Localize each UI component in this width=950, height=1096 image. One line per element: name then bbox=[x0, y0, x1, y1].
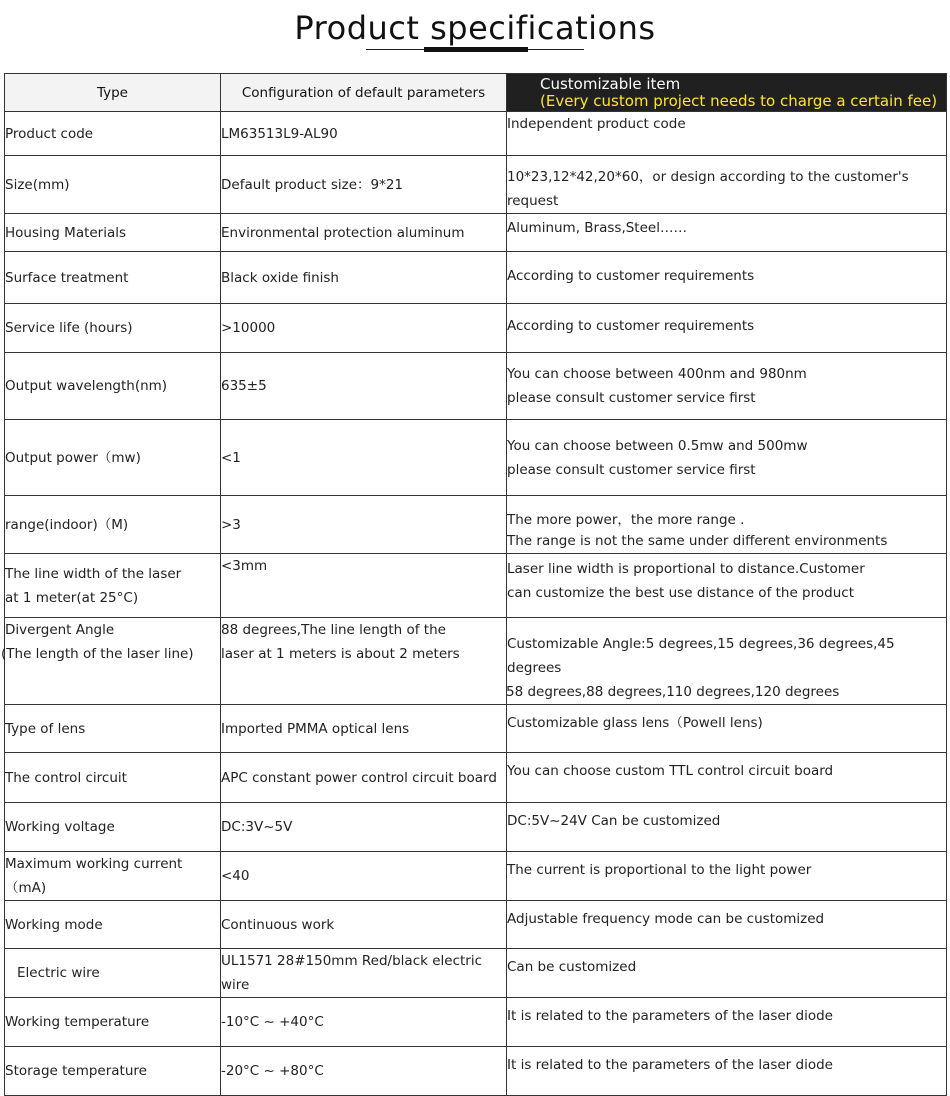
table-header-row bbox=[5, 74, 947, 112]
row-custom-line: Customizable Angle:5 degrees,15 degrees,36 degrees,45 degrees bbox=[507, 636, 895, 676]
row-default-line: laser at 1 meters is about 2 meters bbox=[221, 646, 460, 662]
row-custom: You can choose custom TTL control circuit board bbox=[507, 753, 947, 803]
page-title: Product specifications bbox=[294, 9, 656, 47]
row-default: 635±5 bbox=[221, 353, 507, 420]
row-custom-line: Laser line width is proportional to distance.Customer bbox=[507, 561, 865, 577]
row-custom bbox=[507, 496, 947, 554]
row-default: Continuous work bbox=[221, 901, 507, 949]
row-default: <40 bbox=[221, 852, 507, 901]
row-type: Working voltage bbox=[5, 803, 221, 852]
table-row bbox=[5, 705, 947, 753]
row-default: UL1571 28#150mm Red/black electric wire bbox=[221, 949, 507, 998]
row-type-line: (The length of the laser line) bbox=[1, 646, 194, 662]
row-default: DC:3V~5V bbox=[221, 803, 507, 852]
table-row bbox=[5, 753, 947, 803]
row-type: Output power（mw) bbox=[5, 420, 221, 496]
row-type-line: at 1 meter(at 25°C) bbox=[5, 589, 139, 606]
row-type: Working mode bbox=[5, 901, 221, 949]
row-type: range(indoor)（M) bbox=[5, 496, 221, 554]
table-row bbox=[5, 803, 947, 852]
row-default bbox=[221, 618, 507, 705]
row-custom: The current is proportional to the light power bbox=[507, 852, 947, 901]
row-default: >3 bbox=[221, 496, 507, 554]
row-custom: Customizable glass lens（Powell lens) bbox=[507, 705, 947, 753]
row-custom: According to customer requirements bbox=[507, 304, 947, 353]
title-block bbox=[0, 0, 950, 72]
row-custom bbox=[507, 353, 947, 420]
table-row bbox=[5, 554, 947, 618]
table-row bbox=[5, 496, 947, 554]
row-default-line: 88 degrees,The line length of the bbox=[221, 622, 446, 638]
row-custom-line: please consult customer service first bbox=[507, 462, 756, 478]
row-custom bbox=[507, 554, 947, 618]
table-row bbox=[5, 852, 947, 901]
row-default: <3mm bbox=[221, 554, 507, 618]
row-type bbox=[1, 618, 221, 705]
table-row bbox=[5, 618, 947, 705]
row-type: Size(mm) bbox=[5, 156, 221, 214]
row-type-line: Divergent Angle bbox=[5, 622, 115, 638]
row-custom: Independent product code bbox=[507, 112, 947, 156]
row-default: Environmental protection aluminum bbox=[221, 214, 507, 252]
specifications-table bbox=[1, 73, 947, 1096]
row-default: LM63513L9-AL90 bbox=[221, 112, 507, 156]
table-row bbox=[5, 901, 947, 949]
row-default: -10°C ~ +40°C bbox=[221, 998, 507, 1047]
row-default: Imported PMMA optical lens bbox=[221, 705, 507, 753]
row-type: Type of lens bbox=[5, 705, 221, 753]
table-row bbox=[5, 112, 947, 156]
row-custom: DC:5V~24V Can be customized bbox=[507, 803, 947, 852]
row-type: Storage temperature bbox=[5, 1047, 221, 1096]
row-default: Default product size：9*21 bbox=[221, 156, 507, 214]
row-type: Product code bbox=[5, 112, 221, 156]
table-row bbox=[5, 420, 947, 496]
row-type: The control circuit bbox=[5, 753, 221, 803]
row-custom: According to customer requirements bbox=[507, 252, 947, 304]
row-custom-line: You can choose between 400nm and 980nm bbox=[507, 366, 807, 382]
row-type: Surface treatment bbox=[5, 252, 221, 304]
row-custom: It is related to the parameters of the laser diode bbox=[507, 1047, 947, 1096]
table-row bbox=[5, 304, 947, 353]
table-row bbox=[5, 252, 947, 304]
table-row bbox=[5, 949, 947, 998]
row-custom bbox=[507, 420, 947, 496]
header-customizable-title: Customizable item bbox=[540, 74, 681, 93]
row-default: <1 bbox=[221, 420, 507, 496]
row-custom-line: please consult customer service first bbox=[507, 390, 756, 406]
row-type: Output wavelength(nm) bbox=[5, 353, 221, 420]
row-custom-line: You can choose between 0.5mw and 500mw bbox=[507, 438, 808, 454]
row-type: Electric wire bbox=[5, 949, 221, 998]
row-custom-line: can customize the best use distance of the product bbox=[507, 585, 854, 601]
table-row bbox=[5, 156, 947, 214]
row-custom bbox=[507, 618, 947, 705]
row-custom: Adjustable frequency mode can be customized bbox=[507, 901, 947, 949]
row-default: APC constant power control circuit board bbox=[221, 753, 507, 803]
header-customizable-note: (Every custom project needs to charge a certain fee) bbox=[540, 91, 938, 110]
row-custom-line: The range is not the same under different environments bbox=[507, 533, 888, 549]
row-type: Maximum working current（mA) bbox=[5, 852, 221, 901]
table-row bbox=[5, 998, 947, 1047]
row-custom: It is related to the parameters of the laser diode bbox=[507, 998, 947, 1047]
row-custom-line: 58 degrees,88 degrees,110 degrees,120 degrees bbox=[506, 684, 840, 700]
table-row bbox=[5, 353, 947, 420]
row-custom: Aluminum, Brass,Steel…… bbox=[507, 214, 947, 252]
header-type: Type bbox=[5, 74, 221, 112]
row-default: Black oxide finish bbox=[221, 252, 507, 304]
row-default: -20°C ~ +80°C bbox=[221, 1047, 507, 1096]
row-default: >10000 bbox=[221, 304, 507, 353]
row-type: Housing Materials bbox=[5, 214, 221, 252]
row-type: Working temperature bbox=[5, 998, 221, 1047]
table-row bbox=[5, 1047, 947, 1096]
title-underline-thick bbox=[424, 47, 528, 52]
header-default: Configuration of default parameters bbox=[221, 74, 507, 112]
row-custom-line: The more power，the more range . bbox=[507, 512, 745, 528]
row-custom: 10*23,12*42,20*60，or design according to the customer's request bbox=[507, 156, 947, 214]
row-type-line: The line width of the laser bbox=[5, 565, 182, 582]
table-row bbox=[5, 214, 947, 252]
row-type bbox=[5, 554, 221, 618]
header-customizable bbox=[507, 74, 947, 112]
row-custom: Can be customized bbox=[507, 949, 947, 998]
row-type: Service life (hours) bbox=[5, 304, 221, 353]
